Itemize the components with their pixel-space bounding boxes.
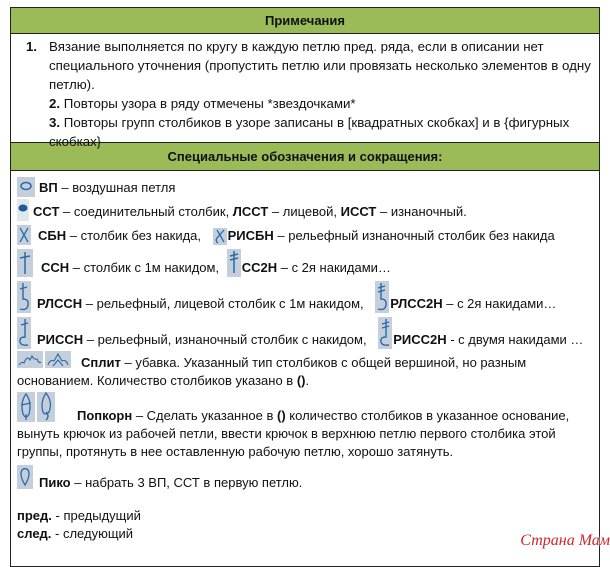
abbr-rissn: РИССН — [37, 332, 84, 347]
legend-header: Специальные обозначения и сокращения: — [11, 142, 599, 171]
desc-risbn: – рельефный изнаночный столбик без накида — [273, 228, 555, 243]
desc-lsst: – лицевой, — [268, 204, 341, 219]
slip-stitch-icon — [17, 199, 29, 221]
legend-item-rlssn — [17, 277, 593, 313]
desc-ssn: – столбик с 1м накидом, — [69, 260, 223, 275]
desc-isst: – изнаночный. — [376, 204, 467, 219]
note-item-1: Вязание выполняется по кругу в каждую петлю пред. ряда, если в описании нет специального уточнения (пропустить петлю или провязать несколько элементов в одну петлю). — [49, 39, 591, 92]
note-item-3-number: 3. — [49, 115, 61, 130]
desc-split: – убавка. Указанный тип столбиков с общей вершиной, но разным основанием. Количество столбиков указано в — [17, 355, 527, 388]
abbr-ss2n: СС2Н — [241, 260, 278, 275]
legend-item-pred — [17, 507, 593, 525]
chain-stitch-icon — [17, 177, 35, 197]
front-post-double-crochet-icon — [17, 281, 31, 313]
back-post-treble-crochet-icon — [378, 317, 392, 349]
desc-sst: – соединительный столбик, — [59, 204, 233, 219]
back-post-single-crochet-icon — [213, 228, 227, 245]
desc-sbn: – столбик без накида, — [66, 228, 205, 243]
desc-rlss2n: – с 2я накидами… — [442, 296, 557, 311]
legend-item-ssn — [17, 245, 593, 277]
treble-crochet-icon — [227, 249, 241, 277]
abbr-sst: ССТ — [33, 204, 60, 219]
abbr-popcorn: Попкорн — [77, 408, 133, 423]
double-crochet-icon — [17, 249, 33, 277]
picot-icon — [17, 465, 33, 489]
note-item-3-text: Повторы групп столбиков в узоре записаны в [квадратных скобках] и в {фигурных скобках} — [49, 115, 570, 149]
abbr-split: Сплит — [81, 355, 121, 370]
note-number: 1. — [26, 39, 38, 54]
split-parens: () — [296, 373, 306, 388]
split-decrease-icon-2 — [45, 351, 71, 368]
abbr-ssn: ССН — [41, 260, 70, 275]
legend-item-sst — [17, 197, 593, 221]
abbr-sbn: СБН — [38, 228, 67, 243]
popcorn-parens: () — [277, 408, 286, 423]
abbr-isst: ИССТ — [340, 204, 377, 219]
abbr-rlss2n: РЛСС2Н — [390, 296, 443, 311]
watermark-logo: Страна Мам — [520, 532, 610, 549]
notes-section — [11, 34, 599, 149]
legend-section — [11, 171, 599, 543]
desc-popcorn: – Сделать указанное в — [132, 408, 278, 423]
note-item-2-text: Повторы узора в ряду отмечены *звездочками* — [60, 96, 356, 111]
single-crochet-icon — [17, 225, 31, 245]
note-item-2 — [49, 94, 591, 113]
abbr-rlssn: РЛССН — [37, 296, 83, 311]
desc-vp: – воздушная петля — [57, 180, 176, 195]
desc-rissn: – рельефный, изнаночный столбик с накидом, — [83, 332, 371, 347]
note-item-3 — [49, 113, 591, 151]
legend-item-picot — [17, 465, 593, 492]
desc-popcorn-2: количество столбиков в указанное основание, вынуть крючок из рабочей петли, ввести крючок в верхнюю петлю первого столбика этой группы, протянуть в нее оставленную рабочую петлю, хорошо затянуть. — [17, 408, 570, 459]
abbr-picot: Пико — [39, 475, 71, 490]
legend-item-popcorn — [17, 392, 593, 461]
notes-table — [10, 7, 600, 567]
legend-item-rissn — [17, 313, 593, 349]
note-item-2-number: 2. — [49, 96, 61, 111]
front-post-treble-crochet-icon — [375, 281, 389, 313]
desc-pred: - предыдущий — [51, 508, 141, 523]
abbr-vp: ВП — [39, 180, 58, 195]
split-end: . — [305, 373, 310, 388]
popcorn-icon-2 — [37, 392, 55, 422]
split-decrease-icon-1 — [17, 351, 43, 368]
desc-rlssn: – рельефный, лицевой столбик с 1м накидом, — [82, 296, 368, 311]
notes-header: Примечания — [11, 8, 599, 34]
abbr-risbn: РИСБН — [227, 228, 274, 243]
popcorn-icon-1 — [17, 392, 35, 422]
abbr-sled: след. — [17, 526, 52, 541]
back-post-double-crochet-icon — [17, 317, 31, 349]
desc-riss2n: - с двумя накидами … — [446, 332, 584, 347]
abbr-lsst: ЛССТ — [232, 204, 269, 219]
desc-sled: - следующий — [51, 526, 134, 541]
desc-ss2n: – с 2я накидами… — [277, 260, 391, 275]
legend-item-sled — [17, 525, 593, 543]
legend-item-split — [17, 351, 593, 390]
abbr-riss2n: РИСС2Н — [393, 332, 447, 347]
legend-item-sbn — [17, 221, 593, 245]
desc-picot: – набрать 3 ВП, ССТ в первую петлю. — [70, 475, 303, 490]
legend-item-vp — [17, 173, 593, 197]
abbr-pred: пред. — [17, 508, 52, 523]
